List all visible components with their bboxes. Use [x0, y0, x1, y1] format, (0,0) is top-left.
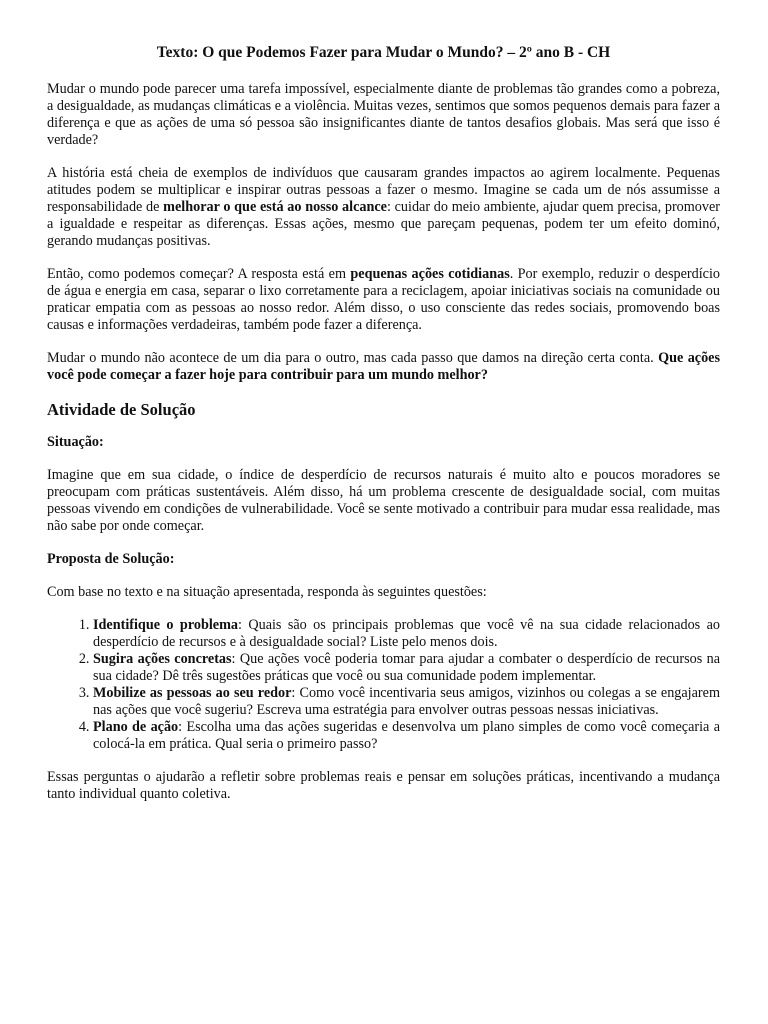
paragraph-text: : cuidar do meio ambiente, ajudar quem precisa, promover a igualdade e respeitar as diferenças. Essas ações, mesmo que pareçam pequenas, podem ter um efeito dominó, gerando mudanças positivas. — [47, 199, 721, 249]
intro-paragraph-3 — [47, 266, 720, 334]
list-item — [93, 651, 720, 685]
activity-heading: Atividade de Solução — [47, 400, 196, 419]
intro-paragraph-4 — [47, 350, 720, 384]
question-title: Mobilize as pessoas ao seu redor — [93, 685, 292, 701]
intro-paragraph-1: Mudar o mundo pode parecer uma tarefa impossível, especialmente diante de problemas tão grandes como a pobreza, a desigualdade, as mudanças climáticas e a violência. Muitas vezes, sentimos que somos pequenos demais para fazer a diferença e que as ações de uma só pessoa são insignificantes diante de tantos desafios globais. Mas será que isso é verdade? — [47, 81, 720, 148]
questions-list — [47, 617, 720, 753]
list-item — [93, 719, 720, 753]
question-text: : Como você incentivaria seus amigos, vizinhos ou colegas a se engajarem nas ações que você sugeriu? Escreva uma estratégia para envolver outras pessoas nessas iniciativas. — [93, 685, 720, 718]
proposal-label: Proposta de Solução: — [47, 551, 175, 567]
proposal-intro: Com base no texto e na situação apresentada, responda às seguintes questões: — [47, 584, 487, 600]
paragraph-text: Mudar o mundo não acontece de um dia para o outro, mas cada passo que damos na direção certa conta. — [47, 350, 659, 366]
list-item — [93, 685, 720, 719]
paragraph-text: Então, como podemos começar? A resposta está em — [47, 266, 351, 282]
question-title: Plano de ação — [93, 719, 179, 735]
question-title: Identifique o problema — [93, 617, 238, 633]
question-title: Sugira ações concretas — [93, 651, 232, 667]
emphasis-text: melhorar o que está ao nosso alcance — [163, 199, 387, 215]
question-text: : Que ações você poderia tomar para ajudar a combater o desperdício de recursos na sua cidade? Dê três sugestões práticas que você ou sua comunidade podem implementar. — [93, 651, 720, 684]
closing-paragraph: Essas perguntas o ajudarão a refletir sobre problemas reais e pensar em soluções práticas, incentivando a mudança tanto individual quanto coletiva. — [47, 769, 720, 802]
document-title: Texto: O que Podemos Fazer para Mudar o Mundo? – 2º ano B - CH — [156, 44, 611, 61]
emphasis-text: Que ações você pode começar a fazer hoje para contribuir para um mundo melhor? — [47, 350, 721, 383]
list-item — [93, 617, 720, 651]
intro-paragraph-2 — [47, 165, 720, 250]
question-text: : Escolha uma das ações sugeridas e desenvolva um plano simples de como você começaria a colocá-la em prática. Qual seria o primeiro passo? — [93, 719, 720, 752]
situation-label: Situação: — [47, 434, 104, 450]
question-text: : Quais são os principais problemas que você vê na sua cidade relacionados ao desperdício de recursos e à desigualdade social? Liste pelo menos dois. — [93, 617, 720, 650]
situation-text: Imagine que em sua cidade, o índice de desperdício de recursos naturais é muito alto e poucos moradores se preocupam com práticas sustentáveis. Além disso, há um problema crescente de desigualdade social, com muitas pessoas vivendo em condições de vulnerabilidade. Você se sente motivado a contribuir para mudar essa realidade, mas não sabe por onde começar. — [47, 467, 720, 534]
emphasis-text: pequenas ações cotidianas — [350, 266, 510, 282]
paragraph-text: A história está cheia de exemplos de indivíduos que causaram grandes impactos ao agirem localmente. Pequenas atitudes podem se multiplicar e inspirar outras pessoas a fazer o mesmo. Imagine se cada um de nós assumisse a responsabilidade de — [47, 165, 720, 215]
paragraph-text: . Por exemplo, reduzir o desperdício de água e energia em casa, separar o lixo corretamente para a reciclagem, apoiar iniciativas sociais na comunidade ou praticar empatia com as pessoas ao nosso redor. Além disso, o uso consciente das redes sociais, promovendo boas causas e informações verdadeiras, também pode fazer a diferença. — [47, 266, 720, 333]
